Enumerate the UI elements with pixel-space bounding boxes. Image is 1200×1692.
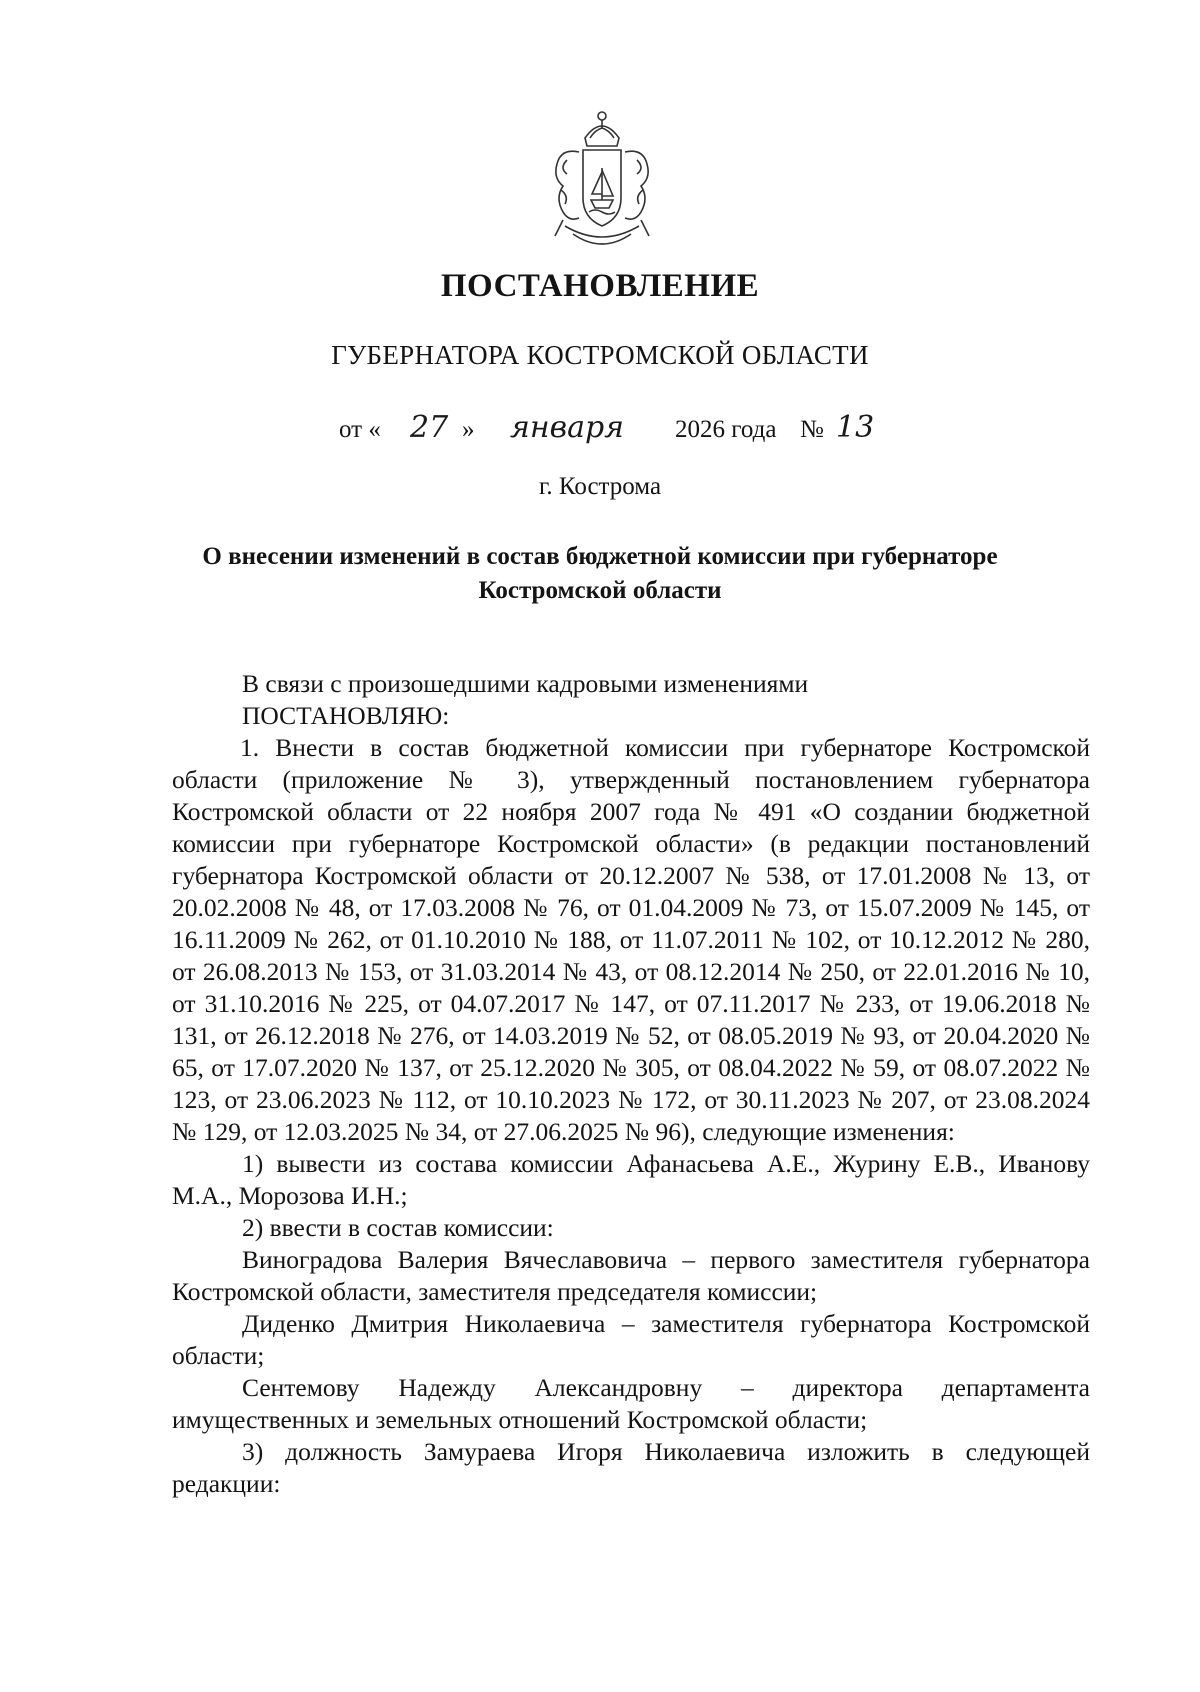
paragraph-subitem-1: 1) вывести из состава комиссии Афанасьева А.Е., Журину Е.В., Иванову М.А., Морозова И.Н.; — [172, 1149, 1090, 1210]
document-heading — [150, 540, 1050, 608]
paragraph-member-vinogradov: Виноградова Валерия Вячеславовича – первого заместителя губернатора Костромской области, заместителя председателя комиссии; — [172, 1245, 1090, 1306]
coat-of-arms-emblem — [545, 108, 659, 260]
document-title: ПОСТАНОВЛЕНИЕ — [440, 268, 760, 304]
issuer-subtitle: ГУБЕРНАТОРА КОСТРОМСКОЙ ОБЛАСТИ — [331, 340, 869, 370]
heading-line-1: О внесении изменений в состав бюджетной комиссии при губернаторе — [202, 543, 998, 570]
date-quote-close: » — [462, 416, 475, 443]
paragraph-item-1: 1. Внести в состав бюджетной комиссии при губернаторе Костромской области (приложение № 3), утвержденный постановлением губернатора Костромской области от 22 ноября 2007 года № 491 «О создании бюджетной комиссии при губернаторе Костромской области» (в редакции постановлений губернатора Костромской области от 20.12.2007 № 538, от 17.01.2008 № 13, от 20.02.2008 № 48, от 17.03.2008 № 76, от 01.04.2009 № 73, от 15.07.2009 № 145, от 16.11.2009 № 262, от 01.10.2010 № 188, от 11.07.2011 № 102, от 10.12.2012 № 280, от 26.08.2013 № 153, от 31.03.2014 № 43, от 08.12.2014 № 250, от 22.01.2016 № 10, от 31.10.2016 № 225, от 04.07.2017 № 147, от 07.11.2017 № 233, от 19.06.2018 № 131, от 26.12.2018 № 276, от 14.03.2019 № 52, от 08.05.2019 № 93, от 20.04.2020 № 65, от 17.07.2020 № 137, от 25.12.2020 № 305, от 08.04.2022 № 59, от 08.07.2022 № 123, от 23.06.2023 № 112, от 10.10.2023 № 172, от 30.11.2023 № 207, от 23.08.2024 № 129, от 12.03.2025 № 34, от 27.06.2025 № 96), следующие изменения: — [172, 733, 1090, 1146]
city: г. Кострома — [538, 473, 662, 500]
document-number: 13 — [836, 410, 875, 445]
number-label: № — [800, 416, 824, 443]
document-body — [172, 668, 1090, 1500]
paragraph-decree: ПОСТАНОВЛЯЮ: — [242, 701, 450, 730]
date-day: 27 — [410, 410, 449, 445]
paragraph-member-didenko: Диденко Дмитрия Николаевича – заместителя губернатора Костромской области; — [172, 1309, 1090, 1370]
paragraph-preamble: В связи с произошедшими кадровыми изменениями — [242, 669, 809, 698]
date-prefix: от « — [339, 416, 381, 443]
date-year: 2026 года — [675, 416, 777, 443]
paragraph-subitem-3: 3) должность Замураева Игоря Николаевича изложить в следующей редакции: — [172, 1437, 1090, 1498]
paragraph-member-sentemova: Сентемову Надежду Александровну – директора департамента имущественных и земельных отношений Костромской области; — [172, 1373, 1090, 1434]
paragraph-subitem-2: 2) ввести в состав комиссии: — [242, 1213, 554, 1242]
date-month: января — [510, 410, 625, 445]
date-line — [0, 410, 1200, 450]
heading-line-2: Костромской области — [478, 577, 722, 604]
